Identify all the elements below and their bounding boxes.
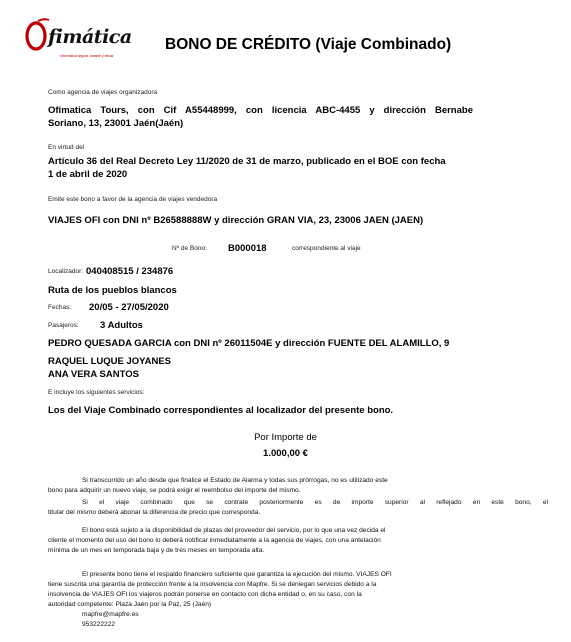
terms-p4-line4: autoridad competente: Plaza Jaén por la Paz, 25 (Jaén) <box>48 601 212 608</box>
insurer-phone: 953222222 <box>82 621 116 628</box>
seller-label: Emite este bono a favor de la agencia de viajes vendedora <box>48 196 218 203</box>
seller-text: VIAJES OFI con DNI nº B26588888W y dirección GRAN VIA, 23, 23006 JAEN (JAEN) <box>48 215 424 226</box>
terms-p3-line2: cliente el momento del uso del bono lo deberá notificar inmediatamente a la agencia de viajes, con una antelación <box>48 537 381 544</box>
terms-p3-line1: El bono está sujeto a la disponibilidad de plazas del proveedor del servicio, por lo que una vez decida el <box>82 527 386 534</box>
logo-tagline: Informática segura, amable y eficaz <box>60 54 114 58</box>
terms-p3-line3: mínima de un mes en temporada baja y de tres meses en temporada alta. <box>48 547 265 554</box>
organizer-text-line2: Soriano, 13, 23001 Jaén(Jaén) <box>48 118 184 129</box>
terms-paragraph-2 <box>48 498 548 518</box>
terms-p1-line1: Si transcurrido un año desde que finalice el Estado de Alarma y todas sus prórrogas, no es utilizado este <box>82 477 388 484</box>
passenger-3: ANA VERA SANTOS <box>48 369 139 380</box>
terms-paragraph-4 <box>48 570 548 630</box>
terms-p4-line2: tiene suscrita una garantía de protección frente a la insolvencia con Mapfre. Si se deniegan servicios debido a la <box>48 581 377 588</box>
terms-p2-line1: Si el viaje combinado que se contrate posteriormente es de importe superior al reflejado en este bono, el <box>82 499 548 506</box>
trip-name: Ruta de los pueblos blancos <box>48 285 177 296</box>
insurer-email: mapfre@mapfre.es <box>82 611 139 618</box>
document-title: BONO DE CRÉDITO (Viaje Combinado) <box>165 36 452 53</box>
amount-label: Por Importe de <box>254 432 317 443</box>
terms-p2-line2: titular del mismo deberá abonar la diferencia de precio que corresponda. <box>48 509 261 516</box>
passengers-label: Pasajeros: <box>48 322 79 329</box>
voucher-number: B000018 <box>228 243 267 254</box>
logo-wordmark: fimática <box>48 26 132 48</box>
terms-p4-line1: El presente bono tiene el respaldo financiero suficiente que garantiza la ejecución del mismo. VIAJES OFI <box>82 571 392 578</box>
legal-text-line1: Artículo 36 del Real Decreto Ley 11/2020 de 31 de marzo, publicado en el BOE con fecha <box>48 156 446 167</box>
dates-value: 20/05 - 27/05/2020 <box>89 302 169 313</box>
dates-label: Fechas: <box>48 304 72 311</box>
terms-paragraph-3 <box>48 526 548 556</box>
ofimatica-o-logo-icon <box>24 18 50 52</box>
company-logo <box>24 16 132 68</box>
terms-paragraph-1 <box>48 476 548 496</box>
terms-p4-line3: insolvencia de VIAJES OFI los viajeros podrán ponerse en contacto con dicha entidad o, en su caso, con la <box>48 591 362 598</box>
services-text: Los del Viaje Combinado correspondientes al localizador del presente bono. <box>48 405 394 416</box>
services-label: E incluye los siguientes servicios: <box>48 389 145 396</box>
legal-text-line2: 1 de abril de 2020 <box>48 169 128 180</box>
voucher-number-label: Nº de Bono: <box>172 245 207 252</box>
passenger-1: PEDRO QUESADA GARCIA con DNI nº 26011504E y dirección FUENTE DEL ALAMILLO, 9 <box>48 338 450 349</box>
passenger-2: RAQUEL LUQUE JOYANES <box>48 356 171 367</box>
locator-value: 040408515 / 234876 <box>86 266 174 277</box>
passengers-value: 3 Adultos <box>100 320 143 331</box>
locator-label: Localizador: <box>48 268 84 275</box>
legal-label: En virtud del <box>48 144 85 151</box>
terms-p1-line2: bono para adquirir un nuevo viaje, se podrá exigir el reembolso del importe del mismo. <box>48 487 301 494</box>
organizer-text-line1: Ofimatica Tours, con Cif A55448999, con licencia ABC-4455 y dirección Bernabe <box>48 105 473 116</box>
amount-value: 1.000,00 € <box>263 448 308 459</box>
organizer-label: Como agencia de viajes organizadora <box>48 89 158 96</box>
voucher-suffix: correspondiente al viaje <box>292 245 361 252</box>
